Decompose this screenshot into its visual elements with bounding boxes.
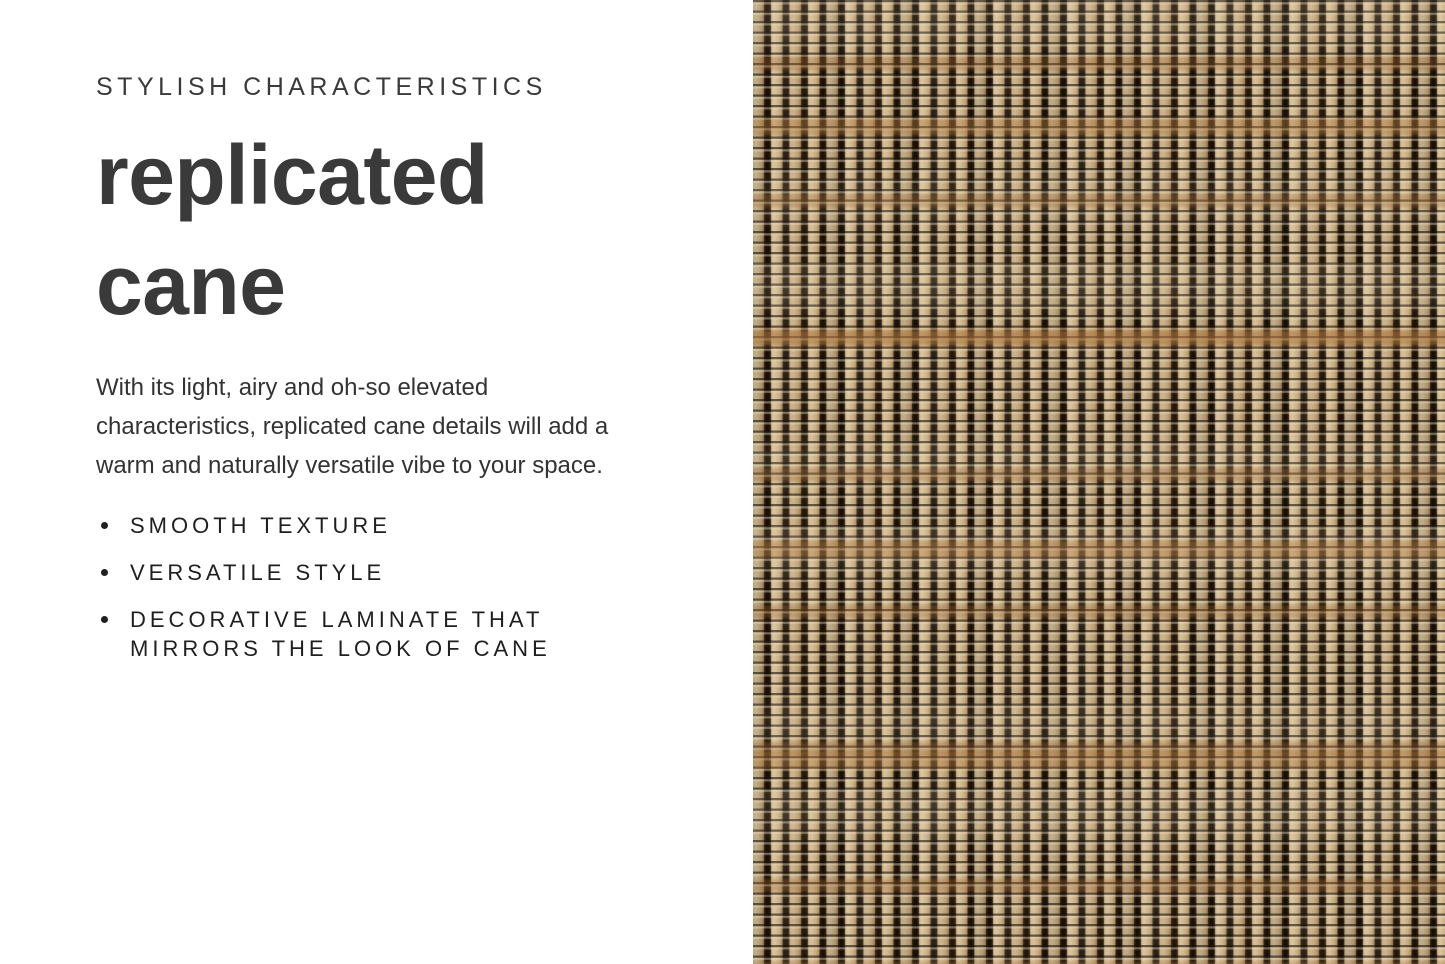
eyebrow-heading: STYLISH CHARACTERISTICS [96,73,547,101]
bullet-dot-icon [101,522,108,529]
feature-list-item-label: DECORATIVE LAMINATE THAT MIRRORS THE LOOK OF CANE [130,607,551,661]
texture-image-panel [753,0,1445,964]
feature-list-item-label: SMOOTH TEXTURE [130,513,391,538]
feature-list-item [96,511,693,540]
bullet-dot-icon [101,616,108,623]
feature-list-item-label: VERSATILE STYLE [130,560,386,585]
bullet-dot-icon [101,569,108,576]
feature-list [96,511,693,663]
description-paragraph: With its light, airy and oh-so elevated characteristics, replicated cane details will add a warm and naturally versatile vibe to your space. [96,374,609,479]
feature-list-item [96,605,693,663]
feature-list-item [96,558,693,587]
page-title: replicated cane [96,128,488,332]
replicated-cane-texture-image [753,0,1445,964]
